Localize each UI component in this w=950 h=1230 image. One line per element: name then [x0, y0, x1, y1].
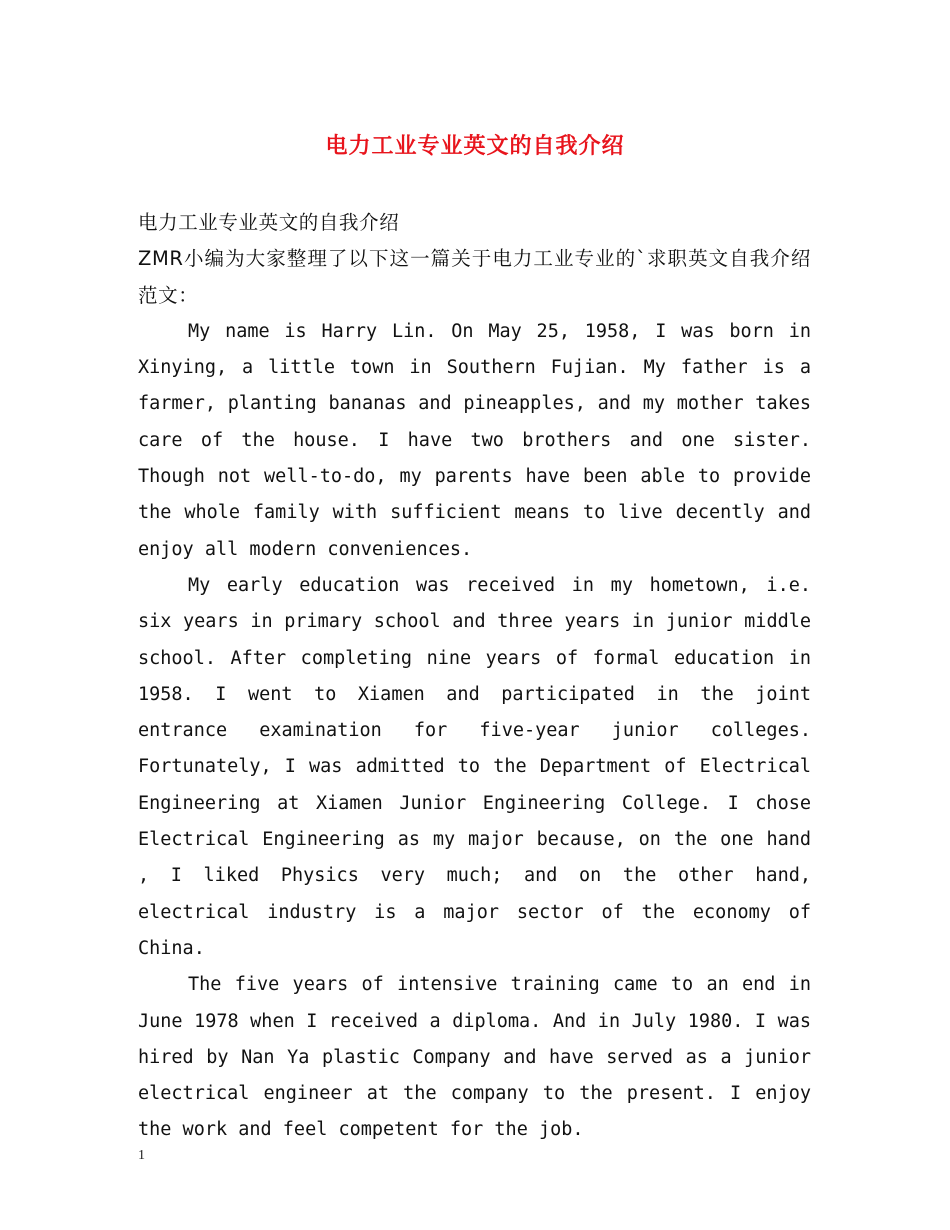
- intro-paragraph: ZMR小编为大家整理了以下这一篇关于电力工业专业的`求职英文自我介绍范文：: [138, 247, 811, 307]
- subtitle-line: 电力工业专业英文的自我介绍: [138, 211, 400, 234]
- body-paragraph-2: My early education was received in my hometown, i.e. six years in primary school and three years in junior middle school. After completing nine years of formal education in 1958. I went to Xiamen and participated in the joint entrance examination for five-year junior colleges. Fortunately, I was admitted to the Department of Electrical Engineering at Xiamen Junior Engineering College. I chose Electrical Engineering as my major because, on the one hand , I liked Physics very much; and on the other hand, electrical industry is a major sector of the economy of China.: [138, 574, 811, 959]
- body-paragraph-1: My name is Harry Lin. On May 25, 1958, I was born in Xinying, a little town in Southern Fujian. My father is a farmer, planting bananas and pineapples, and my mother takes care of the house. I have two brothers and one sister. Though not well-to-do, my parents have been able to provide the whole family with sufficient means to live decently and enjoy all modern conveniences.: [138, 320, 811, 560]
- document-body: [138, 205, 811, 1149]
- body-paragraph-3: The five years of intensive training came to an end in June 1978 when I received a diploma. And in July 1980. I was hired by Nan Ya plastic Company and have served as a junior electrical engineer at the company to the present. I enjoy the work and feel competent for the job.: [138, 974, 811, 1141]
- document-title: 电力工业专业英文的自我介绍: [325, 133, 625, 159]
- page-number: 1: [138, 1148, 145, 1163]
